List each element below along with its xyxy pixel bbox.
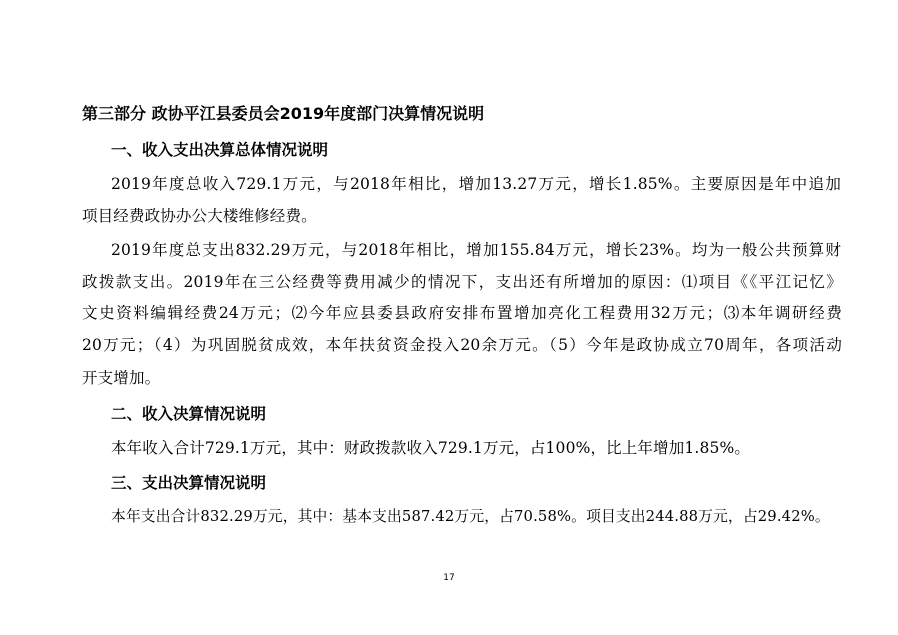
paragraph-line: 开支增加。: [82, 369, 161, 387]
paragraph-line: 本年收入合计729.1万元，其中：财政拨款收入729.1万元，占100%，比上年增加1.85%。: [111, 439, 751, 457]
page-number: 17: [443, 573, 455, 583]
paragraph-line: 2019年度总收入729.1万元，与2018年相比，增加13.27万元，增长1.85%。主要原因是年中追加: [111, 175, 841, 193]
paragraph-line: 政拨款支出。2019年在三公经费等费用减少的情况下，支出还有所增加的原因：⑴项目《《平江记忆》: [82, 273, 842, 291]
paragraph-line: 20万元；（4）为巩固脱贫成效，本年扶贫资金投入20余万元。（5）今年是政协成立70周年，各项活动: [82, 336, 842, 354]
section-heading-2: 二、收入决算情况说明: [111, 405, 267, 423]
section-heading-3: 三、支出决算情况说明: [111, 474, 267, 492]
paragraph-line: 文史资料编辑经费24万元；⑵今年应县委县政府安排布置增加亮化工程费用32万元；⑶本年调研经费: [82, 304, 842, 322]
section-heading-1: 一、收入支出决算总体情况说明: [111, 141, 329, 159]
document-title: 第三部分 政协平江县委员会2019年度部门决算情况说明: [82, 104, 485, 123]
paragraph-line: 2019年度总支出832.29万元，与2018年相比，增加155.84万元，增长23%。均为一般公共预算财: [111, 241, 841, 259]
paragraph-line: 本年支出合计832.29万元，其中：基本支出587.42万元，占70.58%。项目支出244.88万元，占29.42%。: [111, 508, 830, 525]
paragraph-line: 项目经费政协办公大楼维修经费。: [82, 207, 317, 225]
